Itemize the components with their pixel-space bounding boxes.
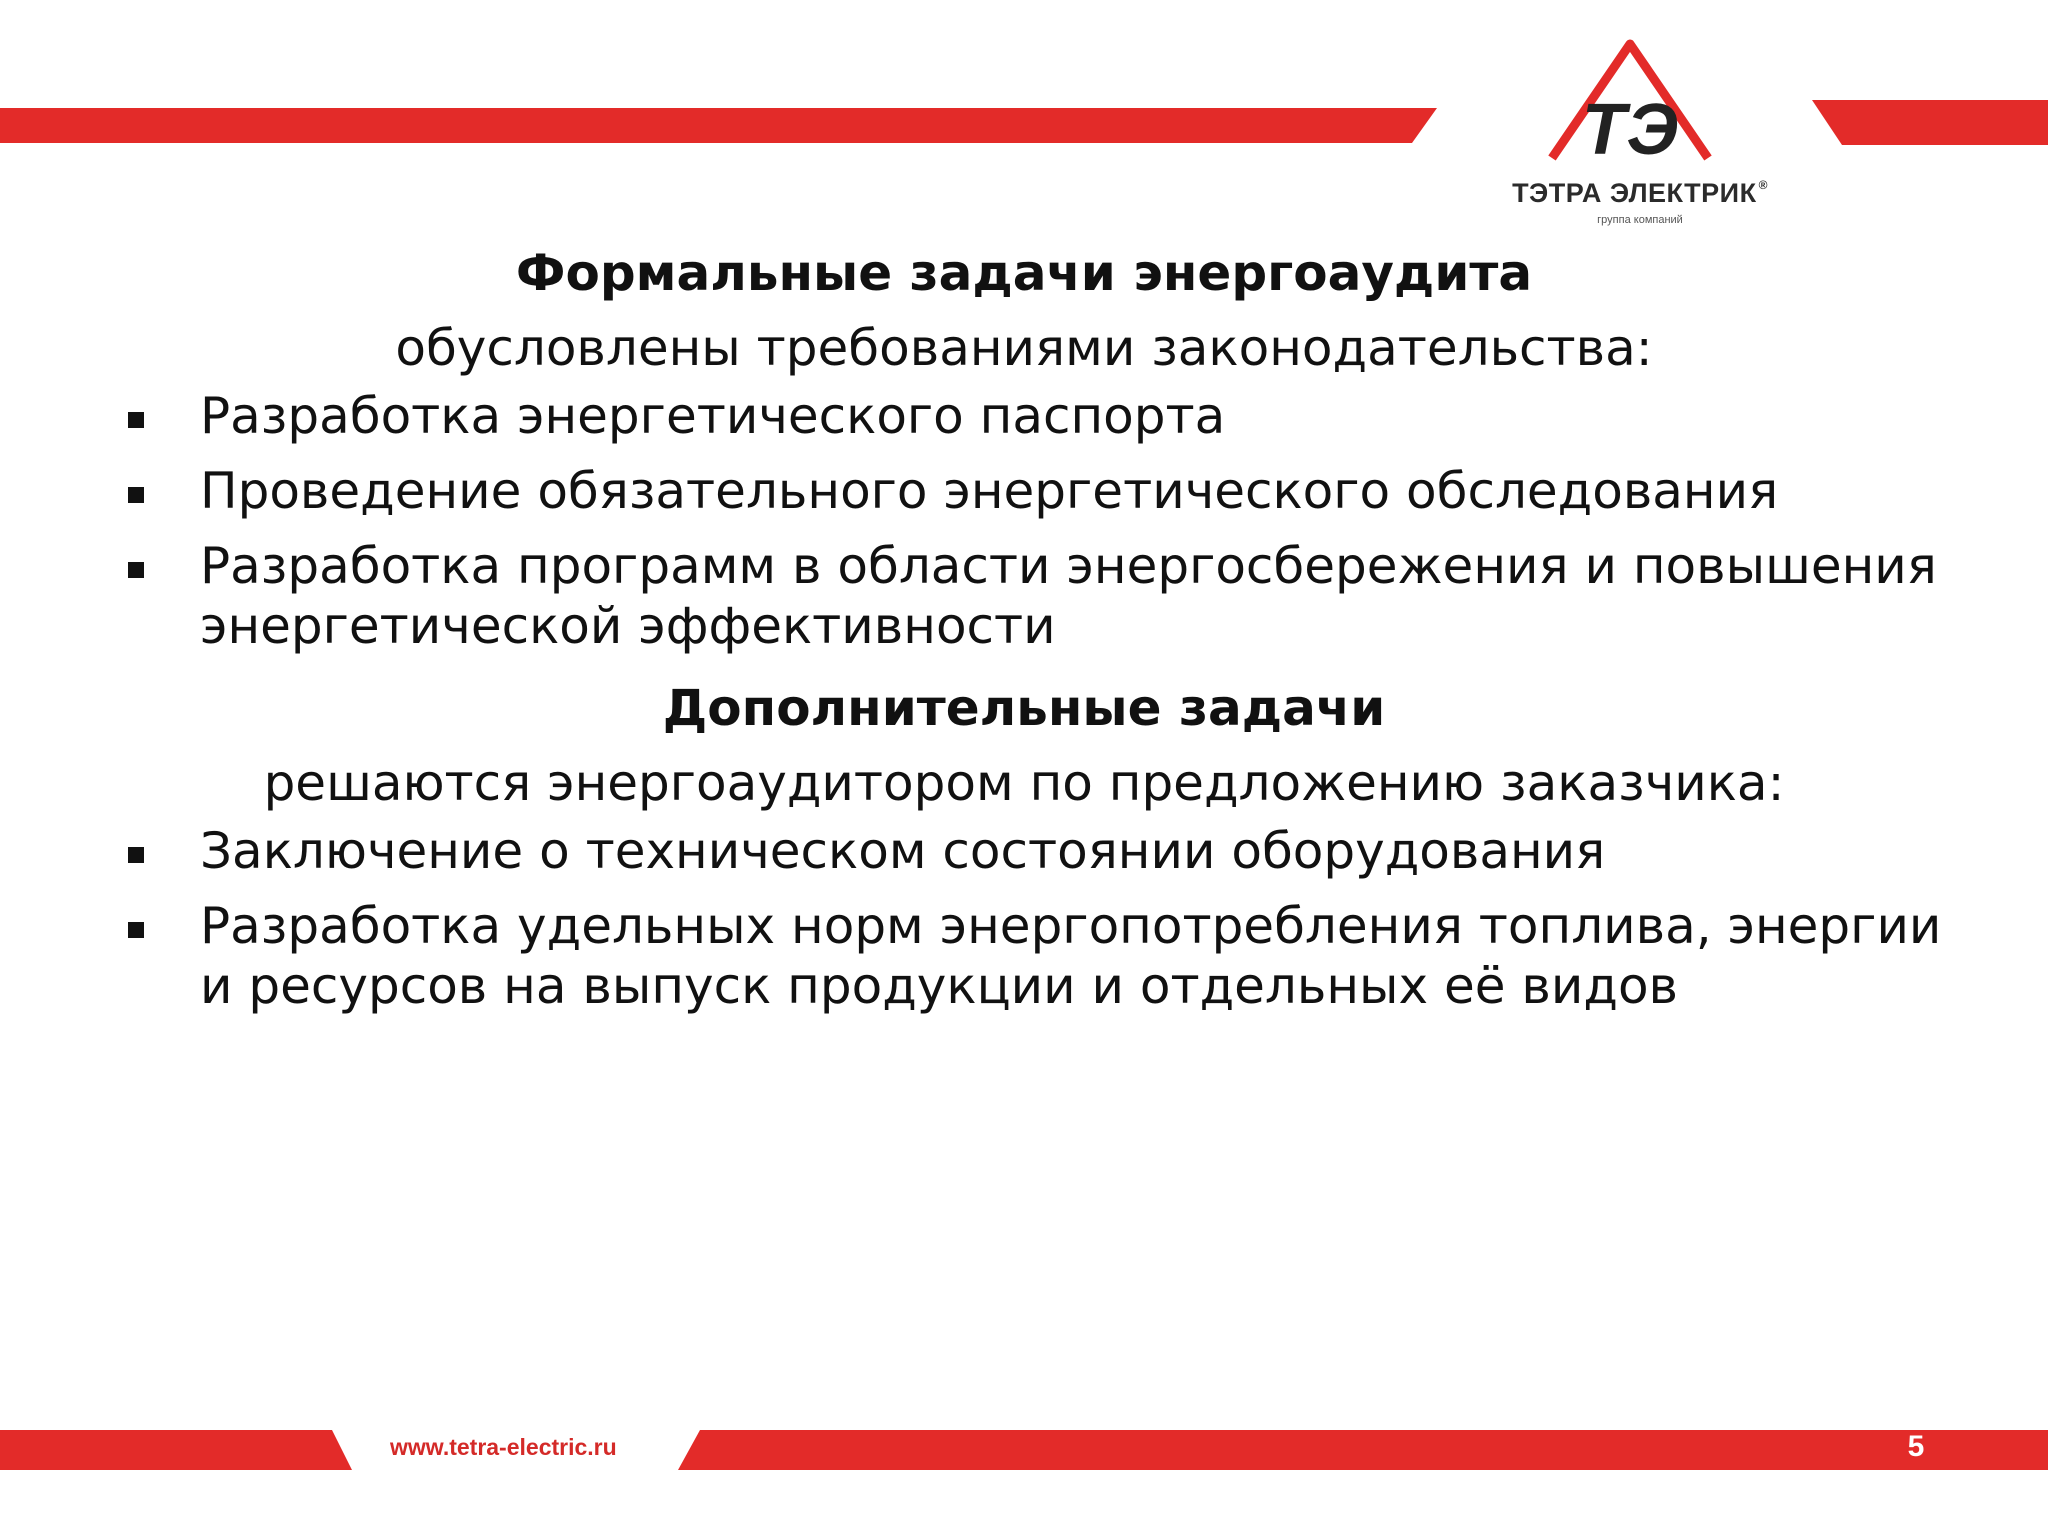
square-bullet-icon bbox=[128, 412, 144, 428]
list-item: Разработка энергетического паспорта bbox=[0, 386, 2048, 446]
bottom-red-band bbox=[0, 1420, 2048, 1480]
page-number: 5 bbox=[1907, 1430, 1925, 1463]
list-item: Заключение о техническом состоянии оборудования bbox=[0, 821, 2048, 881]
footer-website-link[interactable]: www.tetra-electric.ru bbox=[390, 1434, 617, 1460]
logo-monogram: ТЭ bbox=[1581, 90, 1679, 170]
section2-heading: Дополнительные задачи bbox=[662, 679, 1386, 737]
section2-bullet-list bbox=[0, 821, 2048, 1016]
tetra-electric-logo-icon bbox=[1490, 30, 1790, 180]
list-item: Разработка программ в области энергосбережения и повышения энергетической эффективности bbox=[0, 536, 2048, 656]
list-item: Разработка удельных норм энергопотребления топлива, энергии и ресурсов на выпуск продукции и отдельных её видов bbox=[0, 896, 2048, 1016]
logo-subtitle: группа компаний bbox=[1597, 214, 1683, 226]
square-bullet-icon bbox=[128, 562, 144, 578]
section1-heading: Формальные задачи энергоаудита bbox=[515, 244, 1533, 302]
slide-content bbox=[0, 236, 2048, 1031]
square-bullet-icon bbox=[128, 922, 144, 938]
square-bullet-icon bbox=[128, 847, 144, 863]
company-logo bbox=[1490, 30, 1790, 226]
list-item: Проведение обязательного энергетического обследования bbox=[0, 461, 2048, 521]
section1-bullet-list bbox=[0, 386, 2048, 656]
section2-subheading: решаются энергоаудитором по предложению заказчика: bbox=[263, 754, 1785, 812]
square-bullet-icon bbox=[128, 487, 144, 503]
registered-mark: ® bbox=[1758, 178, 1768, 192]
section1-subheading: обусловлены требованиями законодательства: bbox=[395, 319, 1653, 377]
logo-company-name: ТЭТРА ЭЛЕКТРИК ® bbox=[1512, 178, 1768, 208]
